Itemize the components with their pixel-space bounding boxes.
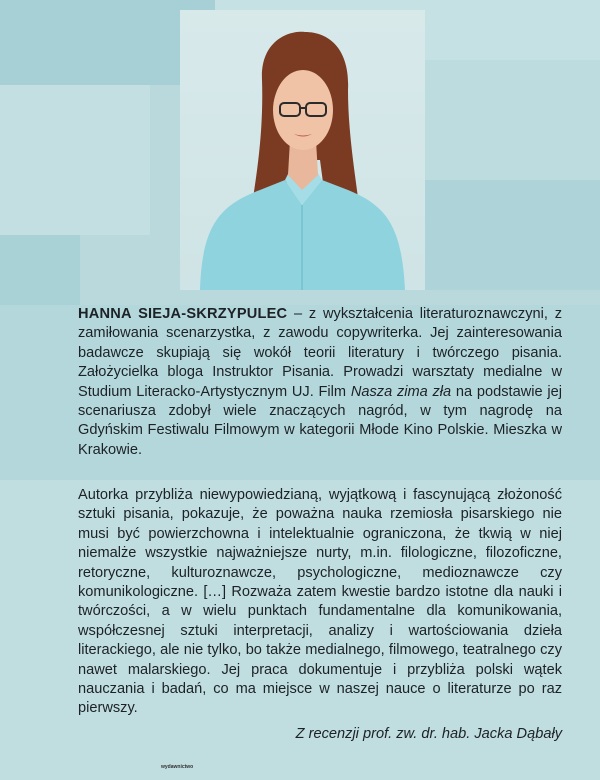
background-tile xyxy=(0,235,80,305)
background-tile xyxy=(425,60,600,180)
bio-text: – z wykształcenia literaturoznawczyni, z zamiłowania scenarzystka, z zawodu copywriterka. Jej zainteresowania badawcze skupiają się wokół teorii literatury i twórczego pisania. Założycielka bloga Instruktor Pisania. Prowadzi warsztaty medialne w Studium Literacko-Artystycznym UJ. Film xyxy=(78,306,562,400)
review-excerpt: Autorka przybliża niewypowiedzianą, wyjątkową i fascynującą złożoność sztuki pisania, pokazuje, że poważna nauka rzemiosła pisarskiego nie musi być powierzchowna i intelektualnie ograniczona, że tkwią w niej niemalże wszystkie najważniejsze nurty, m.in. filologiczne, filozoficzne, retoryczne, kulturoznawcze, psychologiczne, medioznawcze czy komunikologiczne. […] Rozważa zatem kwestie bardzo istotne dla nauki i twórczości, a w wielu punktach fundamentalne dla komunikowania, współczesnej sztuki interpretacji, analizy i wartościowania dzieła literackiego, ale nie tylko, bo także medialnego, filmowego, teatralnego czy nawet malarskiego. Jej praca dokumentuje i przybliża polski wątek nauczania i badań, co ma miejsce w naszej nauce o literaturze po raz pierwszy. xyxy=(78,487,562,717)
background-tile xyxy=(0,85,150,235)
bio-text-after: na podstawie jej scenariusza zdobył wiele znaczących nagród, w tym nagrodę na Gdyńskim Festiwalu Filmowym w kategorii Młode Kino Polskie. Mieszka w Krakowie. xyxy=(78,383,562,458)
background-tile xyxy=(425,180,600,290)
author-photo xyxy=(180,10,425,290)
author-bio xyxy=(78,305,562,460)
author-name: HANNA SIEJA-SKRZYPULEC xyxy=(78,306,288,322)
film-title: Nasza zima zła xyxy=(350,383,452,400)
review-citation: Z recenzji prof. zw. dr. hab. Jacka Dąbały xyxy=(295,726,562,742)
author-portrait xyxy=(180,10,425,290)
publisher-logo: wydawnictwo xyxy=(161,764,194,770)
